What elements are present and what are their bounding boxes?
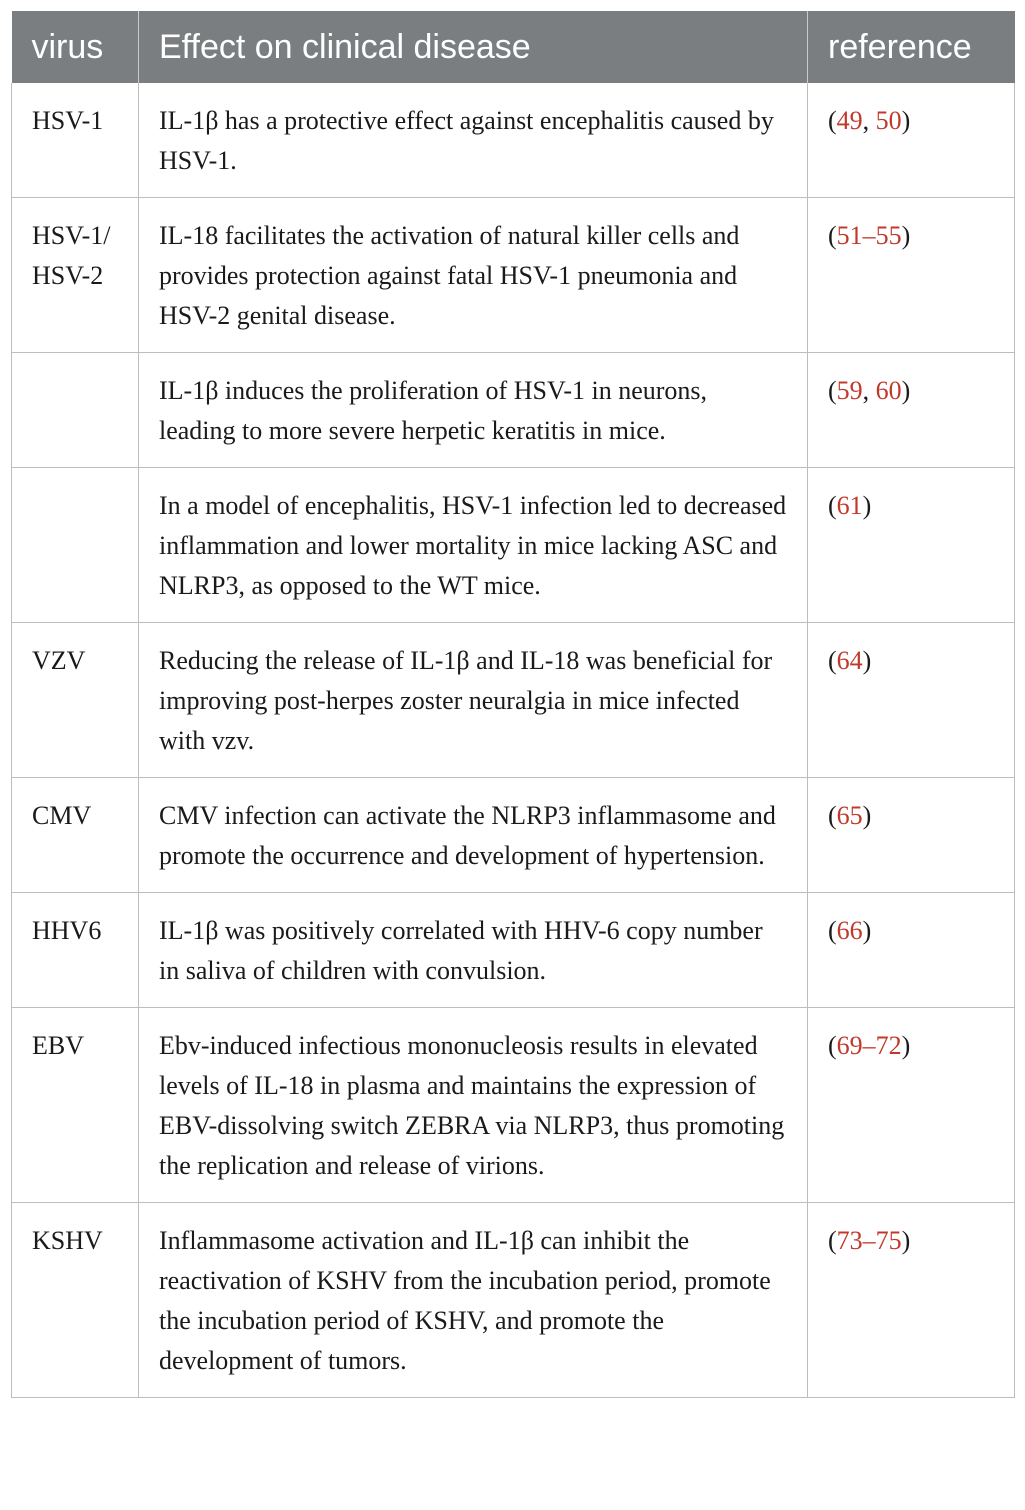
reference-cell [808,778,1015,893]
column-header-effect: Effect on clinical disease [139,11,808,83]
table-body [12,83,1015,1398]
reference-cell [808,1203,1015,1398]
reference-link[interactable]: 59 [836,376,863,405]
table-row [12,893,1015,1008]
virus-cell: HSV-1/ HSV-2 [12,198,139,353]
reference-cell [808,468,1015,623]
virus-cell: VZV [12,623,139,778]
reference-paren-close: ) [862,916,872,945]
reference-paren-open: ( [828,376,837,405]
reference-paren-open: ( [828,916,837,945]
reference-cell [808,623,1015,778]
reference-paren-close: ) [901,221,911,250]
table-row [12,198,1015,353]
reference-paren-open: ( [828,1031,837,1060]
reference-paren-open: ( [828,221,837,250]
reference-link[interactable]: 51–55 [836,221,902,250]
virus-cell [12,353,139,468]
virus-cell: EBV [12,1008,139,1203]
reference-link[interactable]: 66 [836,916,863,945]
reference-link[interactable]: 60 [875,376,902,405]
effect-cell: Ebv-induced infectious mononucleosis results in elevated levels of IL-18 in plasma and maintains the expression of EBV-dissolving switch ZEBRA via NLRP3, thus promoting the replication and release of virions. [139,1008,808,1203]
reference-cell [808,353,1015,468]
table-header [12,11,1015,83]
effect-cell: In a model of encephalitis, HSV-1 infection led to decreased inflammation and lower mortality in mice lacking ASC and NLRP3, as opposed to the WT mice. [139,468,808,623]
virus-effect-table [11,11,1015,1398]
table-row [12,1008,1015,1203]
reference-link[interactable]: 64 [836,646,863,675]
effect-cell: IL-1β was positively correlated with HHV-6 copy number in saliva of children with convulsion. [139,893,808,1008]
virus-cell: HSV-1 [12,83,139,198]
reference-cell [808,893,1015,1008]
virus-cell: HHV6 [12,893,139,1008]
reference-paren-close: ) [862,801,872,830]
reference-cell [808,1008,1015,1203]
effect-cell: IL-1β induces the proliferation of HSV-1 in neurons, leading to more severe herpetic keratitis in mice. [139,353,808,468]
virus-cell: KSHV [12,1203,139,1398]
reference-link[interactable]: 50 [875,106,902,135]
effect-cell: CMV infection can activate the NLRP3 inflammasome and promote the occurrence and development of hypertension. [139,778,808,893]
reference-separator: , [862,376,876,405]
reference-paren-close: ) [901,1226,911,1255]
reference-link[interactable]: 61 [836,491,863,520]
table-row [12,778,1015,893]
effect-cell: Reducing the release of IL-1β and IL-18 was beneficial for improving post-herpes zoster neuralgia in mice infected with vzv. [139,623,808,778]
reference-paren-open: ( [828,106,837,135]
virus-cell [12,468,139,623]
reference-separator: , [862,106,876,135]
reference-paren-close: ) [901,106,911,135]
header-row [12,11,1015,83]
reference-paren-close: ) [862,646,872,675]
reference-paren-open: ( [828,801,837,830]
reference-link[interactable]: 49 [836,106,863,135]
reference-link[interactable]: 73–75 [836,1226,902,1255]
reference-paren-open: ( [828,646,837,675]
reference-link[interactable]: 65 [836,801,863,830]
table-row [12,623,1015,778]
data-table-container [11,11,1014,1398]
reference-paren-close: ) [862,491,872,520]
column-header-virus: virus [12,11,139,83]
effect-cell: IL-18 facilitates the activation of natural killer cells and provides protection against fatal HSV-1 pneumonia and HSV-2 genital disease. [139,198,808,353]
reference-paren-close: ) [901,1031,911,1060]
reference-paren-close: ) [901,376,911,405]
reference-paren-open: ( [828,491,837,520]
table-row [12,83,1015,198]
table-row [12,353,1015,468]
reference-cell [808,83,1015,198]
reference-cell [808,198,1015,353]
effect-cell: IL-1β has a protective effect against encephalitis caused by HSV-1. [139,83,808,198]
table-row [12,1203,1015,1398]
virus-cell: CMV [12,778,139,893]
table-row [12,468,1015,623]
reference-link[interactable]: 69–72 [836,1031,902,1060]
column-header-reference: reference [808,11,1015,83]
reference-paren-open: ( [828,1226,837,1255]
effect-cell: Inflammasome activation and IL-1β can inhibit the reactivation of KSHV from the incubation period, promote the incubation period of KSHV, and promote the development of tumors. [139,1203,808,1398]
